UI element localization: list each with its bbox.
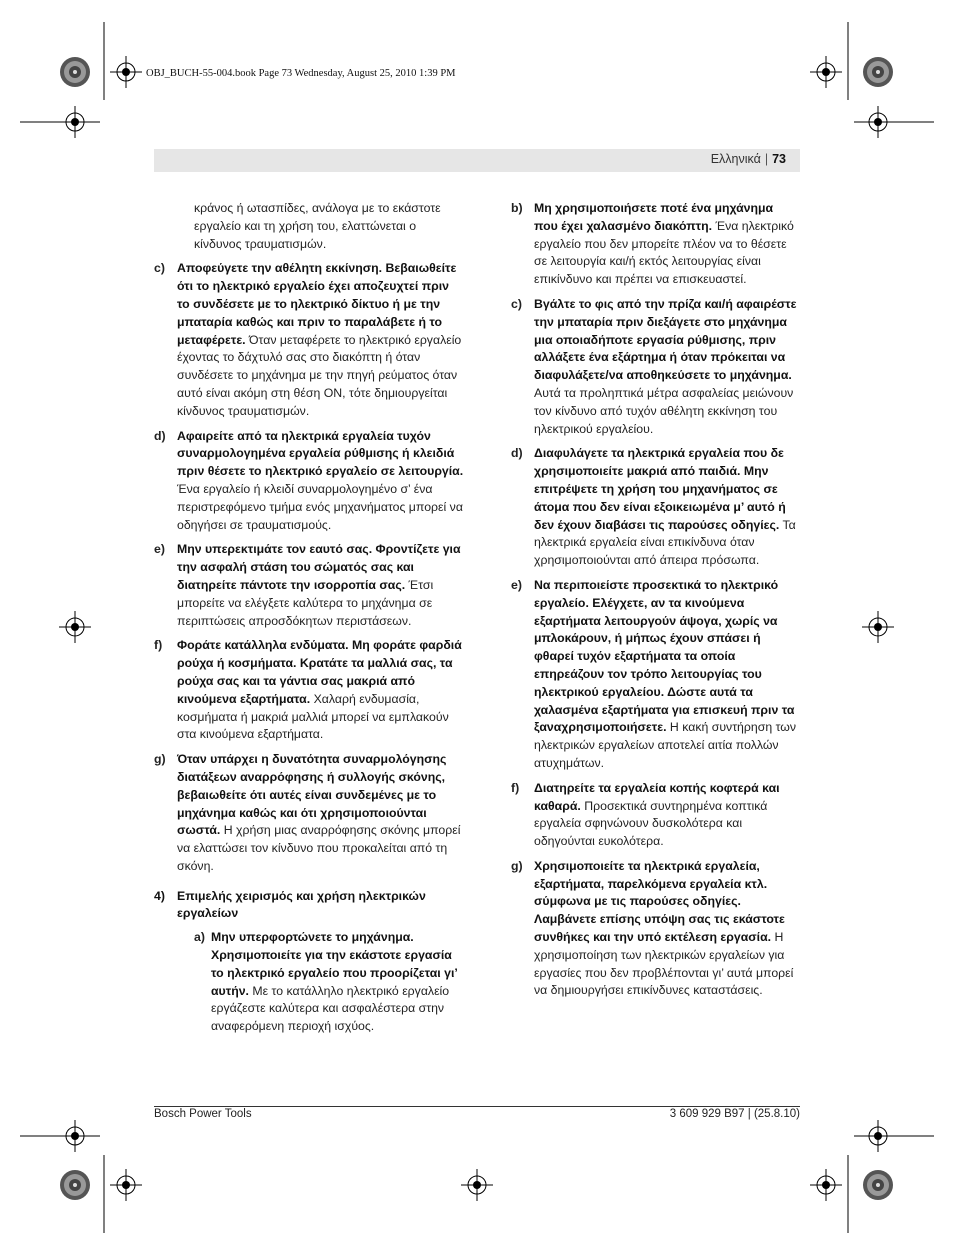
list-item-text: Χαλαρή ενδυμασία, κοσμήματα ή μακριά μαλλιά μπορεί να εμπλακούν στα κινούμενα εξαρτήματα. [177, 691, 449, 742]
list-item-text: Η χρήση μιας αναρρόφησης σκόνης μπορεί να ελαττώσει τον κίνδυνο που προκαλείται από τη σκόνη. [177, 823, 461, 873]
page-header [154, 149, 800, 172]
list-item-bold: Χρησιμοποιείτε τα ηλεκτρικά εργαλεία, εξαρτήματα, παρελκόμενα εργαλεία κτλ. σύμφωνα με τις παρούσες οδηγίες. Λαμβάνετε επίσης υπόψη σας τις εκάστοτε συνθήκες και την υπό εκτέλεση εργασία. [534, 858, 785, 945]
header-separator: | [764, 152, 769, 166]
list-item-text: Με το κατάλληλο ηλεκτρικό εργαλείο εργάζεστε καλύτερα και ασφαλέστερα στην αναφερόμενη περιοχή ισχύος. [211, 983, 450, 1034]
list-item-text: Έτσι μπορείτε να ελέγξετε καλύτερα το μηχάνημα σε περιπτώσεις απροσδόκητων περιστάσεων. [177, 577, 434, 628]
list-item [511, 200, 800, 289]
print-info-line: OBJ_BUCH-55-004.book Page 73 Wednesday, August 25, 2010 1:39 PM [146, 68, 456, 79]
list-item-label: g) [511, 858, 523, 873]
list-item-text: Όταν μεταφέρετε το ηλεκτρικό εργαλείο έχοντας το δάχτυλό σας στο διακόπτη ή όταν συνδέσετε το μηχάνημα με την πηγή ρεύματος όταν αυτό είναι ακόμη στη θέση ON, τότε δημιουργείται κίνδυνος τραυματισμών. [177, 332, 462, 418]
header-language-page [711, 152, 786, 166]
list-item-text: Ένα ηλεκτρικό εργαλείο που δεν μπορείτε πλέον να το θέσετε σε λειτουργία και/ή εκτός λειτουργίας είναι επικίνδυνο και πρέπει να επισκευαστεί. [534, 218, 794, 287]
list-item [511, 858, 800, 1000]
list-item [511, 780, 800, 851]
list-item-text: Τα ηλεκτρικά εργαλεία είναι επικίνδυνα όταν χρησιμοποιούνται από άπειρα πρόσωπα. [534, 517, 796, 568]
list-item-bold: Μη χρησιμοποιήσετε ποτέ ένα μηχάνημα που έχει χαλασμένο διακόπτη. [534, 201, 774, 233]
continued-paragraph: κράνος ή ωτασπίδες, ανάλογα με το εκάστοτε εργαλείο και τη χρήση του, ελαττώνεται ο κίνδυνος τραυματισμών. [194, 201, 441, 251]
list-item-label: c) [154, 261, 165, 276]
list-item-label: f) [511, 780, 520, 795]
list-item [154, 428, 464, 535]
list-item-label: g) [154, 752, 166, 767]
section-title: Επιμελής χειρισμός και χρήση ηλεκτρικών εργαλείων [177, 888, 426, 921]
list-item-text: Αυτά τα προληπτικά μέτρα ασφαλείας μειώνουν τον κίνδυνο από τυχόν αθέλητη εκκίνηση του ηλεκτρικού εργαλείου. [534, 385, 794, 436]
list-item-bold: Διαφυλάγετε τα ηλεκτρικά εργαλεία που δε χρησιμοποιείτε μακριά από παιδιά. Μην επιτρέψετε τη χρήση του μηχανήματος σε άτομα που δεν είναι εξοικειωμένα μ’ αυτό ή δεν έχουν διαβάσει τις παρούσες οδηγίες. [534, 446, 786, 532]
list-item [194, 929, 464, 1036]
list-item-bold: Βγάλτε το φις από την πρίζα και/ή αφαιρέστε την μπαταρία πριν διεξάγετε στο μηχάνημα μια οποιαδήποτε εργασία ρύθμισης, πριν αλλάξετε ένα εξάρτημα ή όταν πρόκειται να διαφυλάξετε/να αποθηκεύσετε το μηχάνημα. [534, 296, 797, 383]
left-column [154, 200, 464, 1043]
list-item-label: d) [154, 428, 166, 443]
list-item-text: Η χρησιμοποίηση των ηλεκτρικών εργαλείων για εργασίες που δεν προβλέπονται γι’ αυτά μπορεί να δημιουργήσει επικίνδυνες καταστάσεις. [534, 930, 794, 998]
footer-doc-number: 3 609 929 B97 | (25.8.10) [669, 1108, 800, 1120]
list-item-bold: Μην υπερεκτιμάτε τον εαυτό σας. Φροντίζετε για την ασφαλή στάση του σώματός σας και διατηρείτε πάντοτε την ισορροπία σας. [177, 542, 461, 592]
list-item-bold: Αφαιρείτε από τα ηλεκτρικά εργαλεία τυχόν συναρμολογημένα εργαλεία ρύθμισης ή κλειδιά πριν θέσετε το ηλεκτρικό εργαλείο σε λειτουργία. [177, 428, 464, 479]
list-item-label: e) [511, 577, 522, 592]
list-item [154, 637, 464, 744]
list-item-label: d) [511, 446, 523, 461]
list-item-bold: Αποφεύγετε την αθέλητη εκκίνηση. Βεβαιωθείτε ότι το ηλεκτρικό εργαλείο έχει αποζευχτεί πριν το συνδέσετε με το ηλεκτρικό δίκτυο ή με την μπαταρία καθώς και πριν το παραλάβετε ή το μεταφέρετε. [177, 261, 457, 347]
section-items [154, 929, 464, 1036]
list-item-label: c) [511, 296, 522, 311]
section-label: 4) [154, 888, 165, 903]
list-item-text: Ένα εργαλείο ή κλειδί συναρμολογημένο σ’ ένα περιστρεφόμενο τμήμα ενός μηχανήματος μπορεί να οδηγήσει σε τραυματισμούς. [177, 481, 463, 532]
list-item [511, 445, 800, 570]
list-item [154, 751, 464, 876]
list-item-label: b) [511, 201, 523, 215]
footer-publisher: Bosch Power Tools [154, 1108, 252, 1120]
list-item-bold: Διατηρείτε τα εργαλεία κοπής κοφτερά και καθαρά. [534, 780, 780, 813]
list-item-label: f) [154, 638, 163, 653]
list-item [154, 541, 464, 630]
list-item-label: e) [154, 542, 165, 557]
page-number: 73 [772, 152, 786, 166]
right-column [511, 200, 800, 1007]
list-item-label: a) [194, 930, 205, 945]
section-heading [154, 888, 464, 924]
list-item-bold: Να περιποιείστε προσεκτικά το ηλεκτρικό εργαλείο. Ελέγχετε, αν τα κινούμενα εξαρτήματα λειτουργούν άψογα, χωρίς να μπλοκάρουν, ή μήπως έχουν σπάσει ή φθαρεί τυχόν εξαρτήματα τα οποία επηρεάζουν τον τρόπο λειτουργίας του ηλεκτρικού εργαλείου. Δώστε αυτά τα χαλασμένα εξαρτήματα για επισκευή πριν τα ξαναχρησιμοποιήσετε. [534, 577, 795, 735]
list-item-text: Η κακή συντήρηση των ηλεκτρικών εργαλείων αποτελεί αιτία πολλών ατυχημάτων. [534, 720, 797, 770]
header-language: Ελληνικά [710, 152, 761, 166]
list-item [154, 260, 464, 420]
footer-rule [154, 1106, 800, 1107]
list-item-bold: Μην υπερφορτώνετε το μηχάνημα. Χρησιμοποιείτε για την εκάστοτε εργασία το ηλεκτρικό εργαλείο που προορίζεται γι’ αυτήν. [211, 930, 458, 998]
list-item-bold: Όταν υπάρχει η δυνατότητα συναρμολόγησης διατάξεων αναρρόφησης ή συλλογής σκόνης, βεβαιωθείτε ότι αυτές είναι συνδεμένες με το μηχάνημα καθώς και ότι χρησιμοποιούνται σωστά. [177, 752, 447, 838]
list-item-bold: Φοράτε κατάλληλα ενδύματα. Μη φοράτε φαρδιά ρούχα ή κοσμήματα. Κρατάτε τα μαλλιά σας, τα ρούχα σας και τα γάντια σας μακριά από κινούμενα εξαρτήματα. [177, 638, 462, 706]
list-item [511, 577, 800, 773]
list-item [511, 296, 800, 438]
list-item-text: Προσεκτικά συντηρημένα κοπτικά εργαλεία σφηνώνουν δυσκολότερα και οδηγούνται ευκολότερα. [534, 798, 768, 849]
